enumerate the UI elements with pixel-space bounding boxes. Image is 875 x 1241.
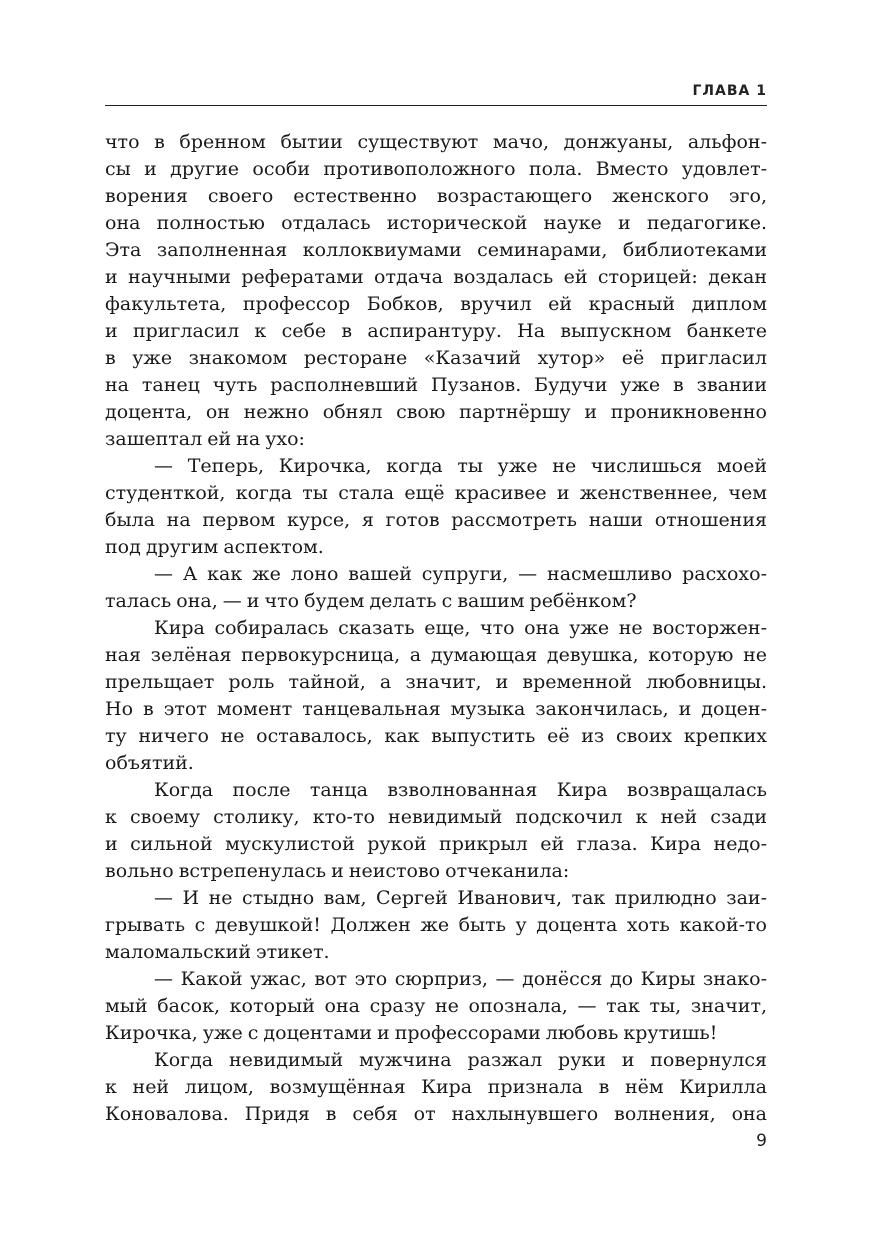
text-line: Но в этот момент танцевальная музыка закончилась, и доцен- — [105, 698, 767, 720]
text-line: что в бренном бытии существуют мачо, донжуаны, альфон- — [105, 131, 767, 153]
text-line: студенткой, когда ты стала ещё красивее и женственнее, чем — [105, 482, 767, 504]
text-line: к ней лицом, возмущённая Кира признала в нём Кирилла — [105, 1076, 767, 1098]
text-line: она полностью отдалась исторической науке и педагогике. — [105, 212, 767, 234]
text-line: грывать с девушкой! Должен же быть у доцента хоть какой-то — [105, 914, 767, 936]
text-line: — А как же лоно вашей супруги, — насмешливо расхохо- — [154, 563, 767, 585]
text-line: и сильной мускулистой рукой прикрыл ей глаза. Кира недо- — [105, 833, 767, 855]
text-line: была на первом курсе, я готов рассмотреть наши отношения — [105, 509, 767, 531]
text-line: Кира собиралась сказать еще, что она уже не восторжен- — [154, 617, 767, 639]
text-line: в уже знакомом ресторане «Казачий хутор» её пригласил — [105, 347, 767, 369]
text-line: ворения своего естественно возрастающего женского эго, — [105, 185, 767, 207]
text-line: Коновалова. Придя в себя от нахлынувшего волнения, она — [105, 1103, 767, 1125]
text-line: факультета, профессор Бобков, вручил ей красный диплом — [105, 293, 767, 315]
text-line: талась она, — и что будем делать с вашим ребёнком? — [105, 590, 637, 612]
text-line: Когда невидимый мужчина разжал руки и повернулся — [154, 1049, 767, 1071]
text-line: ту ничего не оставалось, как выпустить её из своих крепких — [105, 725, 767, 747]
text-line: объятий. — [105, 752, 194, 774]
text-line: прельщает роль тайной, а значит, и временной любовницы. — [105, 671, 767, 693]
text-line: ная зелёная первокурсница, а думающая девушка, которую не — [105, 644, 767, 666]
text-line: к своему столику, кто-то невидимый подскочил к ней сзади — [105, 806, 767, 828]
text-line: сы и другие особи противоположного пола. Вместо удовлет- — [105, 158, 767, 180]
text-line: мый басок, который она сразу не опознала, — так ты, значит, — [105, 995, 767, 1017]
running-header — [105, 80, 767, 106]
body-text — [105, 129, 767, 1128]
text-line: под другим аспектом. — [105, 536, 324, 558]
text-line: и пригласил к себе в аспирантуру. На выпускном банкете — [105, 320, 767, 342]
text-line: на танец чуть располневший Пузанов. Будучи уже в звании — [105, 374, 767, 396]
text-line: вольно встрепенулась и неистово отчеканила: — [105, 860, 570, 882]
text-line: Когда после танца взволнованная Кира возвращалась — [154, 779, 767, 801]
text-line: Кирочка, уже с доцентами и профессорами любовь крутишь! — [105, 1022, 718, 1044]
text-line: — Теперь, Кирочка, когда ты уже не числишься моей — [154, 455, 767, 477]
text-line: — И не стыдно вам, Сергей Иванович, так прилюдно заи- — [154, 887, 767, 909]
text-line: зашептал ей на ухо: — [105, 428, 305, 450]
text-line: и научными рефератами отдача воздалась ей сторицей: декан — [105, 266, 767, 288]
text-line: маломальский этикет. — [105, 941, 330, 963]
text-line: Эта заполненная коллоквиумами семинарами, библиотеками — [105, 239, 767, 261]
chapter-label: ГЛАВА 1 — [692, 83, 767, 99]
text-line: — Какой ужас, вот это сюрприз, — донёсся до Киры знако- — [154, 968, 767, 990]
text-line: доцента, он нежно обнял свою партнёршу и проникновенно — [105, 401, 767, 423]
page-number: 9 — [756, 1131, 767, 1151]
